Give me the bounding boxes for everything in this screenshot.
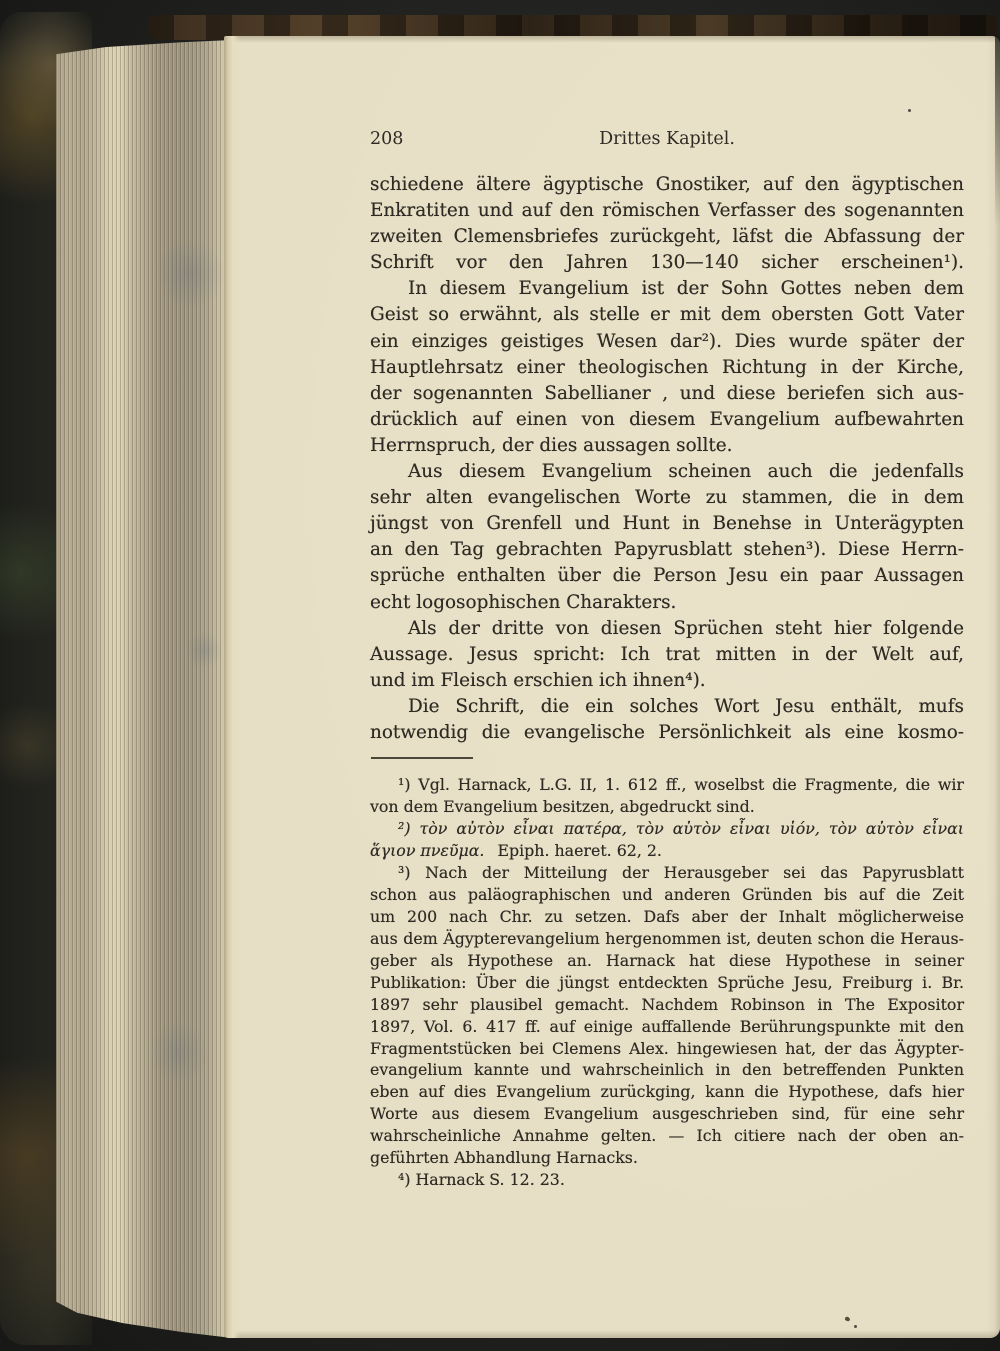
text-line: echt logosophischen Charakters. xyxy=(370,591,677,613)
text-line: notwendig die evangelische Persönlichkeit als eine kosmo- xyxy=(370,721,964,743)
text-line: Geist so erwähnt, als stelle er mit dem obersten Gott Vater xyxy=(370,304,964,326)
chapter-header: Drittes Kapitel. xyxy=(599,129,735,149)
text-line: jüngst von Grenfell und Hunt in Benehse in Unterägypten xyxy=(370,513,964,535)
text-line: Schrift vor den Jahren 130—140 sicher erscheinen¹). xyxy=(370,252,964,274)
footnote-2-line-1 xyxy=(370,818,964,840)
page-right-shadow xyxy=(995,36,1000,226)
text-line: schiedene ältere ägyptische Gnostiker, auf den ägyptischen xyxy=(370,174,964,195)
text-line: geführten Abhandlung Harnacks. xyxy=(370,1148,638,1168)
text-line: der sogenannten Sabellianer , und diese beriefen sich aus- xyxy=(370,382,964,404)
text-line: Als der dritte von diesen Sprüchen steht hier folgende xyxy=(408,617,964,639)
text-line: Publikation: Über die jüngst entdeckten Sprüche Jesu, Freiburg i. Br. xyxy=(370,972,964,992)
footnote-1 xyxy=(370,774,964,818)
text-line: geber als Hypothese an. Harnack hat diese Hypothese in seiner xyxy=(370,950,964,970)
greek-text: ἅγιον πνεῦμα. xyxy=(370,840,485,860)
text-line: um 200 nach Chr. zu setzen. Dafs aber der Inhalt möglicherweise xyxy=(370,906,964,926)
text-line: drücklich auf einen von diesem Evangelium aufbewahrten xyxy=(370,408,964,430)
footnotes-block xyxy=(370,774,964,1191)
text-line: Worte aus diesem Evangelium ausgeschrieben sind, für eine sehr xyxy=(370,1104,964,1124)
text-column xyxy=(370,126,964,1191)
text-line: evangelium kannte und wahrscheinlich in den betreffenden Punkten xyxy=(370,1060,964,1080)
footnote-4 xyxy=(370,1169,964,1191)
text-line: zweiten Clemensbriefes zurückgeht, läfst die Abfassung der xyxy=(370,226,964,248)
text-line: sehr alten evangelischen Worte zu stammen, die in dem xyxy=(370,487,964,509)
paragraph-2 xyxy=(370,276,964,459)
paragraph-4 xyxy=(370,616,964,694)
text-line: und im Fleisch erschien ich ihnen⁴). xyxy=(370,669,706,691)
footnote-2 xyxy=(370,818,964,862)
text-line: von dem Evangelium besitzen, abgedruckt sind. xyxy=(370,797,755,817)
greek-text: ²) τὸν αὐτὸν εἶναι πατέρα, τὸν αὐτὸν εἶναι υἱόν, τὸν αὐτὸν εἶναι xyxy=(398,818,964,838)
footnote-2-line-2 xyxy=(370,840,964,862)
text-line: 1897 sehr plausibel gemacht. Nachdem Robinson in The Expositor xyxy=(370,994,964,1014)
text-line: ⁴) Harnack S. 12. 23. xyxy=(398,1170,565,1190)
citation-text: Epiph. haeret. 62, 2. xyxy=(497,840,662,860)
text-line: ¹) Vgl. Harnack, L.G. II, 1. 612 ff., woselbst die Fragmente, die wir xyxy=(398,775,964,795)
text-line: Fragmentstücken bei Clemens Alex. hingewiesen hat, der das Ägypter- xyxy=(370,1038,964,1058)
text-line: Herrnspruch, der dies aussagen sollte. xyxy=(370,434,733,456)
ink-speck xyxy=(908,109,911,112)
ink-speck xyxy=(854,1325,857,1328)
paragraph-1 xyxy=(370,172,964,276)
text-line: Aussage. Jesus spricht: Ich trat mitten in der Welt auf, xyxy=(370,643,964,665)
text-line: Die Schrift, die ein solches Wort Jesu enthält, mufs xyxy=(408,695,964,717)
text-line: In diesem Evangelium ist der Sohn Gottes neben dem xyxy=(408,278,964,300)
text-line: 1897, Vol. 6. 417 ff. auf einige auffallende Berührungspunkte mit den xyxy=(370,1016,964,1036)
text-line: Aus diesem Evangelium scheinen auch die jedenfalls xyxy=(408,461,964,483)
text-line: wahrscheinliche Annahme gelten. — Ich citiere nach der oben an- xyxy=(370,1126,964,1146)
page-header-row xyxy=(370,126,964,152)
text-line: ³) Nach der Mitteilung der Herausgeber sei das Papyrusblatt xyxy=(398,862,964,882)
page-number: 208 xyxy=(370,129,404,149)
text-line: an den Tag gebrachten Papyrusblatt stehen³). Diese Herrn- xyxy=(370,539,964,561)
page-stack-edges xyxy=(56,40,232,1338)
paragraph-5 xyxy=(370,694,964,746)
text-line: sprüche enthalten über die Person Jesu ein paar Aussagen xyxy=(370,565,964,587)
footnote-3 xyxy=(370,862,964,1169)
text-line: aus dem Ägypterevangelium hergenommen ist, deuten schon die Heraus- xyxy=(370,928,964,948)
footnote-separator xyxy=(371,757,473,759)
paragraph-3 xyxy=(370,459,964,616)
text-line: eben auf dies Evangelium zurückging, kann die Hypothese, dafs hier xyxy=(370,1082,964,1102)
text-line: ein einziges geistiges Wesen dar²). Dies wurde später der xyxy=(370,330,964,352)
text-line: Enkratiten und auf den römischen Verfasser des sogenannten xyxy=(370,200,964,222)
body-text xyxy=(370,172,964,746)
text-line: schon aus paläographischen und anderen Gründen bis auf die Zeit xyxy=(370,884,964,904)
text-line: Hauptlehrsatz einer theologischen Richtung in der Kirche, xyxy=(370,356,964,378)
